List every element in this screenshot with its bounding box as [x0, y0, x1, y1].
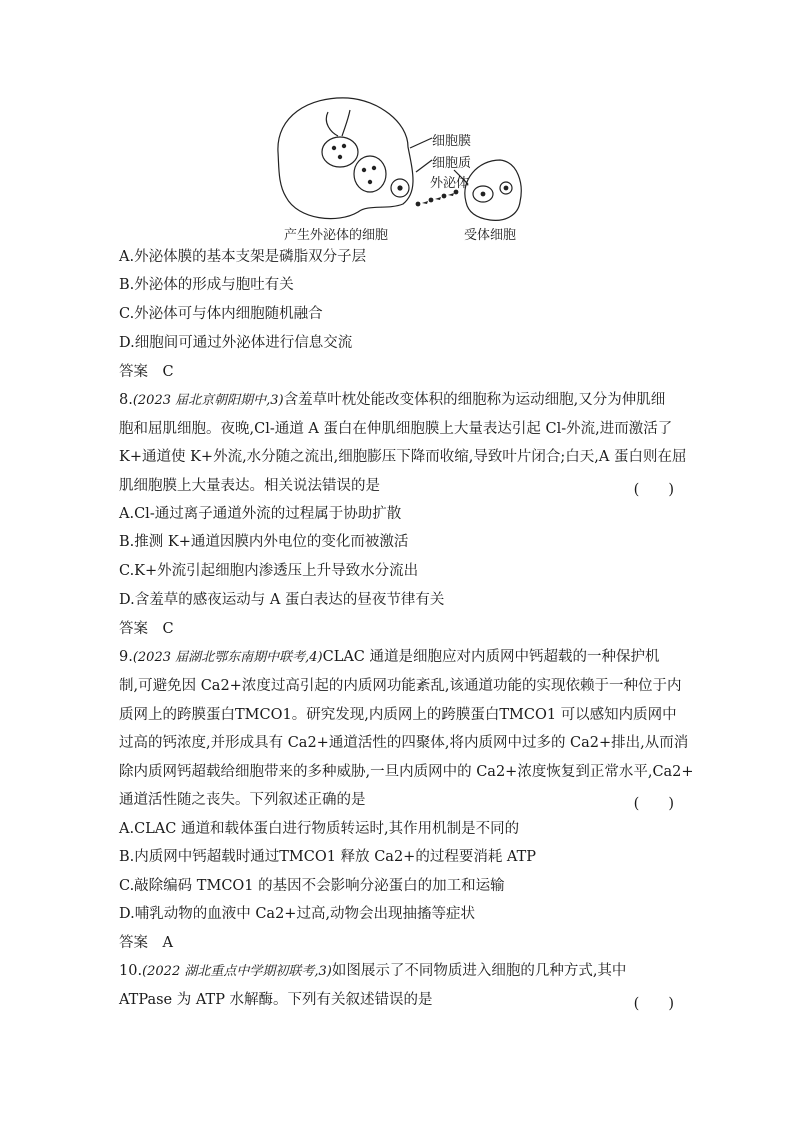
q8-answer: 答案 C — [119, 621, 174, 637]
q10-number: 10. — [119, 963, 143, 979]
q9-option-b: B.内质网中钙超载时通过TMCO1 释放 Ca2+的过程要消耗 ATP — [119, 849, 537, 865]
q10-line-2: ATPase 为 ATP 水解酶。下列有关叙述错误的是 — [119, 992, 433, 1008]
q9-line-6: 通道活性随之丧失。下列叙述正确的是 — [119, 792, 366, 808]
multivesicular-body — [322, 137, 358, 167]
q9-source: (2023 届湖北鄂东南期中联考,4) — [132, 650, 323, 665]
q9-answer: 答案 A — [119, 935, 173, 951]
q8-line-2: 胞和屈肌细胞。夜晚,Cl-通道 A 蛋白在伸肌细胞膜上大量表达引起 Cl-外流,进而激活了 — [119, 421, 673, 437]
q9-line-5: 除内质网钙超载给细胞带来的多种威胁,一旦内质网中的 Ca2+浓度恢复到正常水平,Ca2+ — [119, 764, 694, 780]
q9-option-c: C.敲除编码 TMCO1 的基因不会影响分泌蛋白的加工和运输 — [119, 878, 505, 894]
q7-option-a: A.外泌体膜的基本支架是磷脂双分子层 — [119, 249, 367, 265]
q7-option-b: B.外泌体的形成与胞吐有关 — [119, 277, 294, 293]
receptor-cell-outline — [465, 160, 521, 220]
q8-line-1 — [119, 389, 665, 412]
q8-stem-1: 含羞草叶枕处能改变体积的细胞称为运动细胞,又分为伸肌细 — [283, 392, 666, 408]
q8-option-a: A.Cl-通过离子通道外流的过程属于协助扩散 — [119, 506, 402, 522]
q9-line-1 — [119, 646, 660, 669]
q8-option-b: B.推测 K+通道因膜内外电位的变化而被激活 — [119, 534, 409, 550]
label-receptor-cell: 受体细胞 — [464, 228, 517, 243]
q8-line-4: 肌细胞膜上大量表达。相关说法错误的是 — [119, 478, 380, 494]
q7-answer: 答案 C — [119, 364, 174, 380]
q9-line-2: 制,可避免因 Ca2+浓度过高引起的内质网功能紊乱,该通道功能的实现依赖于一种位于内 — [119, 678, 682, 694]
q7-option-c: C.外泌体可与体内细胞随机融合 — [119, 306, 323, 322]
q9-number: 9. — [119, 649, 133, 665]
q10-stem-1: 如图展示了不同物质进入细胞的几种方式,其中 — [331, 963, 627, 979]
label-membrane: 细胞膜 — [432, 134, 472, 149]
q9-line-3: 质网上的跨膜蛋白TMCO1。研究发现,内质网上的跨膜蛋白TMCO1 可以感知内质网中 — [119, 707, 677, 723]
q8-number: 8. — [119, 392, 133, 408]
q8-source: (2023 届北京朝阳期中,3) — [132, 393, 284, 408]
q9-stem-1: CLAC 通道是细胞应对内质网中钙超载的一种保护机 — [322, 649, 660, 665]
q9-option-d: D.哺乳动物的血液中 Ca2+过高,动物会出现抽搐等症状 — [119, 906, 476, 922]
q9-option-a: A.CLAC 通道和载体蛋白进行物质转运时,其作用机制是不同的 — [119, 821, 520, 837]
exosome-diagram — [268, 92, 524, 244]
multivesicular-body-2 — [354, 156, 386, 192]
q8-option-d: D.含羞草的感夜运动与 A 蛋白表达的昼夜节律有关 — [119, 592, 445, 608]
q10-line-1 — [119, 960, 626, 983]
label-exosome: 外泌体 — [430, 176, 470, 191]
q10-answer-bracket: ( ) — [633, 996, 674, 1012]
label-producing-cell: 产生外泌体的细胞 — [284, 228, 389, 243]
q8-option-c: C.K+外流引起细胞内渗透压上升导致水分流出 — [119, 563, 419, 579]
q9-answer-bracket: ( ) — [633, 796, 674, 812]
label-cytoplasm: 细胞质 — [432, 156, 472, 171]
q9-line-4: 过高的钙浓度,并形成具有 Ca2+通道活性的四聚体,将内质网中过多的 Ca2+排出,从而消 — [119, 735, 689, 751]
q10-source: (2022 湖北重点中学期初联考,3) — [142, 964, 332, 979]
q8-answer-bracket: ( ) — [633, 482, 674, 498]
q7-option-d: D.细胞间可通过外泌体进行信息交流 — [119, 335, 353, 351]
q8-line-3: K+通道使 K+外流,水分随之流出,细胞膨压下降而收缩,导致叶片闭合;白天,A 蛋白则在屈 — [119, 449, 687, 465]
producing-cell-outline — [278, 98, 413, 219]
